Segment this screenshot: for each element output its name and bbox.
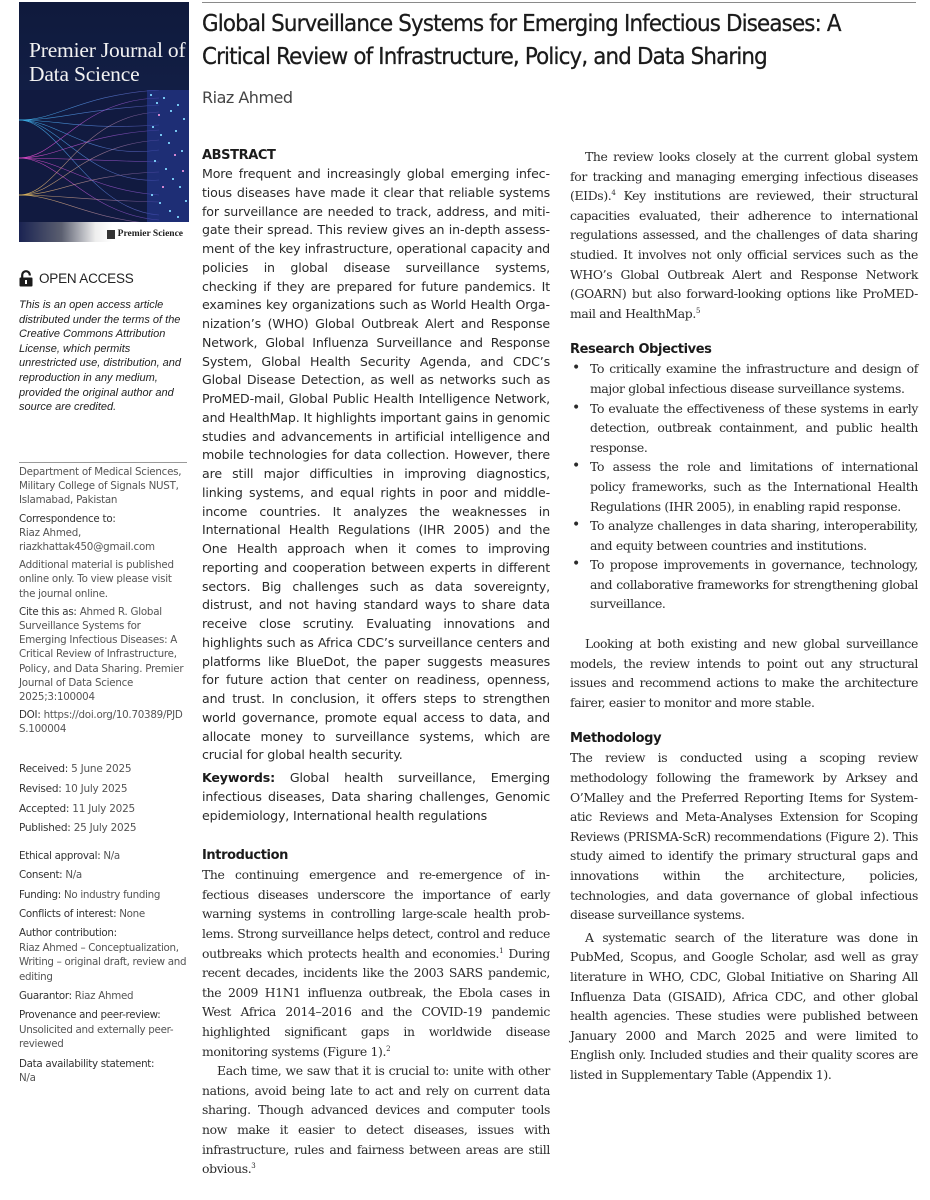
consent: Consent: N/a <box>19 869 82 882</box>
article-metadata <box>19 462 187 741</box>
methodology-paragraph-2: A systematic search of the literature was done in PubMed, Scopus, and Google Scholar, asd well as gray literature in WHO, CDC, Global Initiative on Sharing All Influenza Data (GISAID), Africa CDC, and other global health agencies. These studies were published between January 2000 and March 2025 and were limited to English only. Included studies and their quality scores are listed in Supplementary Table (Appendix 1). <box>570 929 918 1082</box>
date-published: Published: 25 July 2025 <box>19 822 137 835</box>
declarations <box>19 849 189 1090</box>
citation-text: Ahmed R. Global Surveillance Systems for Emerging Infectious Diseases: A Critical Review of Infrastructure, Policy, and Data Sharing. Premier Journal of Data Science 2025;3:100004 <box>19 605 184 704</box>
doi-link[interactable]: https://doi.org/10.70389/PJDS.100004 <box>19 709 183 736</box>
funding: Funding: No industry funding <box>19 888 161 901</box>
correspondence-name: Riaz Ahmed, <box>19 526 81 539</box>
publisher-name: Premier Science <box>117 229 183 239</box>
date-accepted: Accepted: 11 July 2025 <box>19 802 135 815</box>
journal-cover <box>19 2 189 242</box>
introduction-paragraph-3: The review looks closely at the current global system for tracking and managing emerging infectious diseases (EIDs).$^4$ Key institutions are reviewed, their structural capacities evaluated, their adherence to international regulations assessed, and the challenges of data sharing studied. It involves not only official services such as the WHO’s Global Outbreak Alert and Response Network (GOARN) but also forward-looking options like ProMED-mail and HealthMap.$^5$ <box>570 149 918 321</box>
author-name: Riaz Ahmed <box>202 88 293 107</box>
publisher-logo <box>107 229 183 239</box>
data-availability: Data availability statement: N/a <box>19 1057 155 1085</box>
citation <box>19 605 187 704</box>
methodology-paragraph-1: The review is conducted using a scoping review methodology following the framework by Arksey and O’Malley and the Preferred Reporting Items for Systematic Reviews and Meta-Analyses Extension for Scoping Reviews (PRISMA-ScR) recommendations (Figure 2). This study aimed to identify the primary structural gaps and innovations within the architecture, policies, technologies, and data governance of global infectious disease surveillance systems. <box>570 750 918 923</box>
abstract-heading: ABSTRACT <box>202 148 276 163</box>
unlocked-padlock-icon <box>19 270 33 287</box>
research-objectives-list <box>570 359 918 614</box>
license-text: This is an open access article distributed under the terms of the Creative Commons Attribution License, which permits unrestricted use, distribution, and reproduction in any medium, provided the original author and source are credited. <box>19 299 182 414</box>
objective-item: • To evaluate the effectiveness of these systems in early detection, outbreak containment, and public health response. <box>570 399 918 458</box>
objective-item: • To assess the role and limitations of international policy frameworks, such as the International Health Regulations (IHR 2005), in enabling rapid response. <box>570 457 918 516</box>
citation-ref[interactable]: 3 <box>251 1162 256 1171</box>
keywords <box>202 769 550 825</box>
abstract-body: More frequent and increasingly global emerging infectious diseases have made it clear that reliable systems for surveillance are needed to track, address, and mitigate their spread. This review gives an in-depth assessment of the key infrastructure, operational capacity and policies in global disease surveillance systems, checking if they are prepared for future pandemics. It examines key organizations such as World Health Organization’s (WHO) Global Outbreak Alert and Response Network, Global Influenza Surveillance and Response System, Global Health Security Agenda, and CDC’s Global Disease Detection, as well as networks such as ProMED-mail, Global Public Health Intelligence Network, and HealthMap. It highlights important gains in genomic studies and advancements in artificial intelligence and mobile technologies for data collection. However, there are still major difficulties in improving diagnostics, linking systems, and equal rights in poor and middle-income countries. It analyzes the weaknesses in International Health Regulations (IHR 2005) and the One Health approach when it comes to improving reporting and cooperation between experts in different sectors. Big challenges such as data sovereignty, distrust, and not having standard ways to share data receive close scrutiny. Evaluating innovations and highlights such as Africa CDC’s surveillance centers and platforms like BlueDot, the paper suggests measures for future action that center on readiness, openness, and trust. In conclusion, it offers steps to strengthen world governance, promote equal access to data, and allocate money to surveillance systems, which are crucial for global health security. <box>202 166 550 763</box>
header-rule <box>202 2 916 3</box>
date-revised: Revised: 10 July 2025 <box>19 782 128 795</box>
provenance: Provenance and peer-review: Unsolicited and externally peer-reviewed <box>19 1009 174 1051</box>
correspondence <box>19 512 187 555</box>
objective-item: • To critically examine the infrastructure and design of major global infectious disease surveillance systems. <box>570 359 918 398</box>
conflicts-of-interest: Conflicts of interest: None <box>19 907 145 920</box>
objective-item: • To analyze challenges in data sharing, interoperability, and equity between countries and institutions. <box>570 516 918 555</box>
correspondence-email[interactable]: riazkhattak450@gmail.com <box>19 541 155 554</box>
introduction-paragraph-2: Each time, we saw that it is crucial to: unite with other nations, avoid being late to act and rely on current data sharing. Though advanced devices and computer tools now make it easier to detect diseases, issues with infrastructure, rules and fairness between areas are still obvious.$^3$ <box>202 1063 550 1177</box>
date-received: Received: 5 June 2025 <box>19 763 132 775</box>
introduction-heading: Introduction <box>202 848 288 864</box>
research-objectives-heading: Research Objectives <box>570 342 712 358</box>
publisher-logo-icon <box>107 230 115 239</box>
introduction-paragraph-1: The continuing emergence and re-emergence of infectious diseases underscore the importance of early warning systems in controlling large-scale health problems. Strong surveillance helps detect, control and reduce outbreaks which protects health and economies.$^1$ During recent decades, incidents like the 2003 SARS pandemic, the 2009 H1N1 influenza outbreak, the Ebola cases in West Africa 2014–2016 and the COVID-19 pandemic highlighted significant gaps in worldwide disease monitoring systems (Figure 1).$^2$ <box>202 867 551 1059</box>
methodology-heading: Methodology <box>570 731 662 747</box>
open-access-label: OPEN ACCESS <box>39 271 134 286</box>
guarantor: Guarantor: Riaz Ahmed <box>19 989 134 1002</box>
article-title: Global Surveillance Systems for Emerging Infectious Diseases: A Critical Review of Infrastructure, Policy, and Data Sharing <box>202 11 841 70</box>
data-streams-illustration <box>19 90 189 225</box>
citation-label: Cite this as: <box>19 605 77 618</box>
ethical-approval: Ethical approval: N/a <box>19 850 120 862</box>
citation-ref[interactable]: 5 <box>695 306 701 315</box>
citation-ref[interactable]: 2 <box>386 1044 391 1053</box>
doi <box>19 708 187 736</box>
right-text-column <box>570 147 918 1085</box>
left-text-column <box>202 147 550 1179</box>
keywords-label: Keywords: <box>202 770 275 785</box>
affiliation: Department of Medical Sciences, Military College of Signals NUST, Islamabad, Pakistan <box>19 466 182 507</box>
doi-label: DOI: <box>19 709 41 722</box>
citation-ref[interactable]: 4 <box>611 189 616 198</box>
author-contribution: Author contribution: Riaz Ahmed – Conceptualization, Writing – original draft, review and editing <box>19 927 187 983</box>
cover-journal-title: Premier Journal of Data Science <box>29 38 186 86</box>
objectives-closing-paragraph: Looking at both existing and new global surveillance models, the review intends to point out any structural issues and recommend actions to make the architecture fairer, easier to monitor and more stable. <box>570 636 918 710</box>
keywords-list: Global health surveillance, Emerging infectious diseases, Data sharing challenges, Genomic epidemiology, International health regulations <box>202 770 550 823</box>
publication-dates <box>19 760 187 839</box>
citation-ref[interactable]: 1 <box>499 946 504 955</box>
correspondence-label: Correspondence to: <box>19 512 116 525</box>
objective-item: • To propose improvements in governance, technology, and collaborative frameworks for strengthening global surveillance. <box>570 555 918 614</box>
additional-material-note: Additional material is published online only. To view please visit the journal online. <box>19 559 174 600</box>
open-access-notice <box>19 270 189 415</box>
